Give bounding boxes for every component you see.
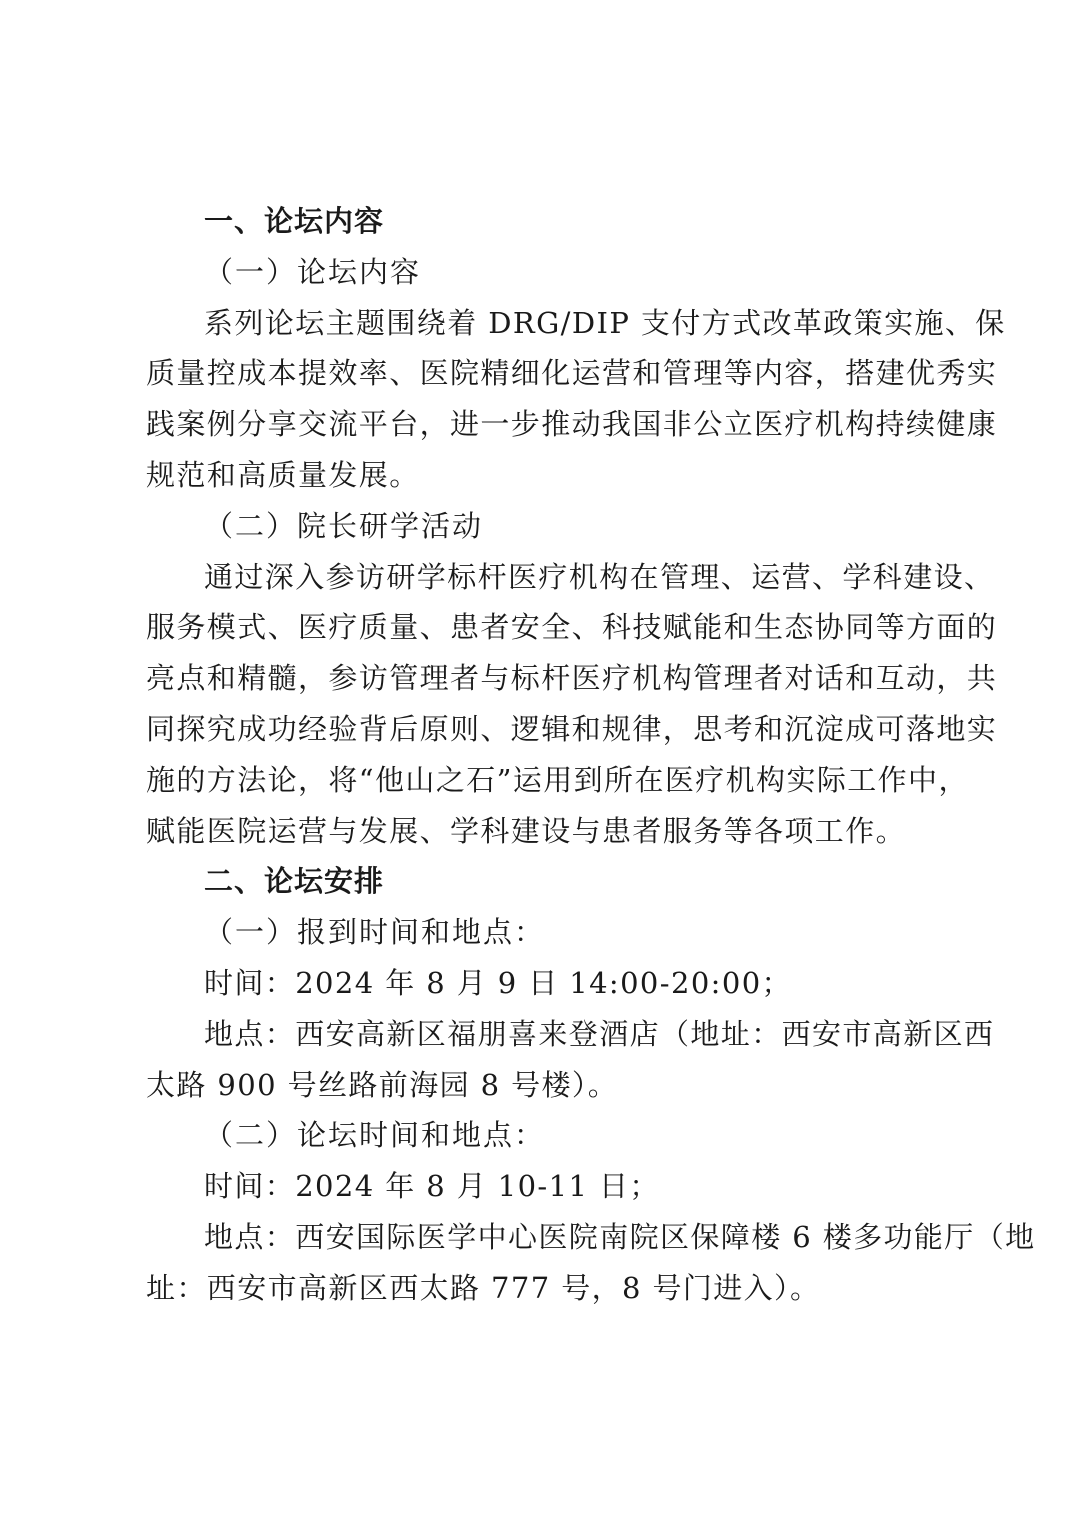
paragraph-line: 同探究成功经验背后原则、逻辑和规律，思考和沉淀成可落地实 (146, 711, 998, 746)
paragraph-line: 赋能医院运营与发展、学科建设与患者服务等各项工作。 (146, 813, 907, 848)
registration-location: 地点：西安高新区福朋喜来登酒店（地址：西安市高新区西 (204, 1016, 995, 1051)
registration-location-cont: 太路 900 号丝路前海园 8 号楼）。 (146, 1067, 619, 1102)
section-heading-forum-content: 一、论坛内容 (204, 204, 385, 238)
paragraph-line: 亮点和精髓，参访管理者与标杆医疗机构管理者对话和互动，共 (146, 661, 998, 696)
subsection-heading-forum-time-place: （二）论坛时间和地点： (204, 1118, 546, 1153)
paragraph-line: 规范和高质量发展。 (146, 457, 420, 492)
forum-location-cont: 址：西安市高新区西太路 777 号，8 号门进入）。 (146, 1270, 821, 1305)
paragraph-line: 系列论坛主题围绕着 DRG/DIP 支付方式改革政策实施、保 (204, 305, 1006, 340)
paragraph-line: 质量控成本提效率、医院精细化运营和管理等内容，搭建优秀实 (146, 356, 998, 391)
paragraph-line: 服务模式、医疗质量、患者安全、科技赋能和生态协同等方面的 (146, 610, 998, 645)
paragraph-line: 通过深入参访研学标杆医疗机构在管理、运营、学科建设、 (204, 559, 995, 594)
paragraph-line: 施的方法论，将“他山之石”运用到所在医疗机构实际工作中， (146, 762, 969, 797)
subsection-heading-forum-content: （一）论坛内容 (204, 254, 422, 289)
forum-time: 时间：2024 年 8 月 10-11 日； (204, 1169, 660, 1204)
section-heading-forum-arrangement: 二、论坛安排 (204, 864, 385, 899)
subsection-heading-registration: （一）报到时间和地点： (204, 915, 546, 950)
document-body (146, 196, 1036, 1314)
registration-time: 时间：2024 年 8 月 9 日 14:00-20:00； (204, 965, 792, 1000)
paragraph-line: 践案例分享交流平台，进一步推动我国非公立医疗机构持续健康 (146, 407, 998, 442)
subsection-heading-study-activity: （二）院长研学活动 (204, 508, 484, 543)
forum-location: 地点：西安国际医学中心医院南院区保障楼 6 楼多功能厅（地 (204, 1219, 1036, 1254)
